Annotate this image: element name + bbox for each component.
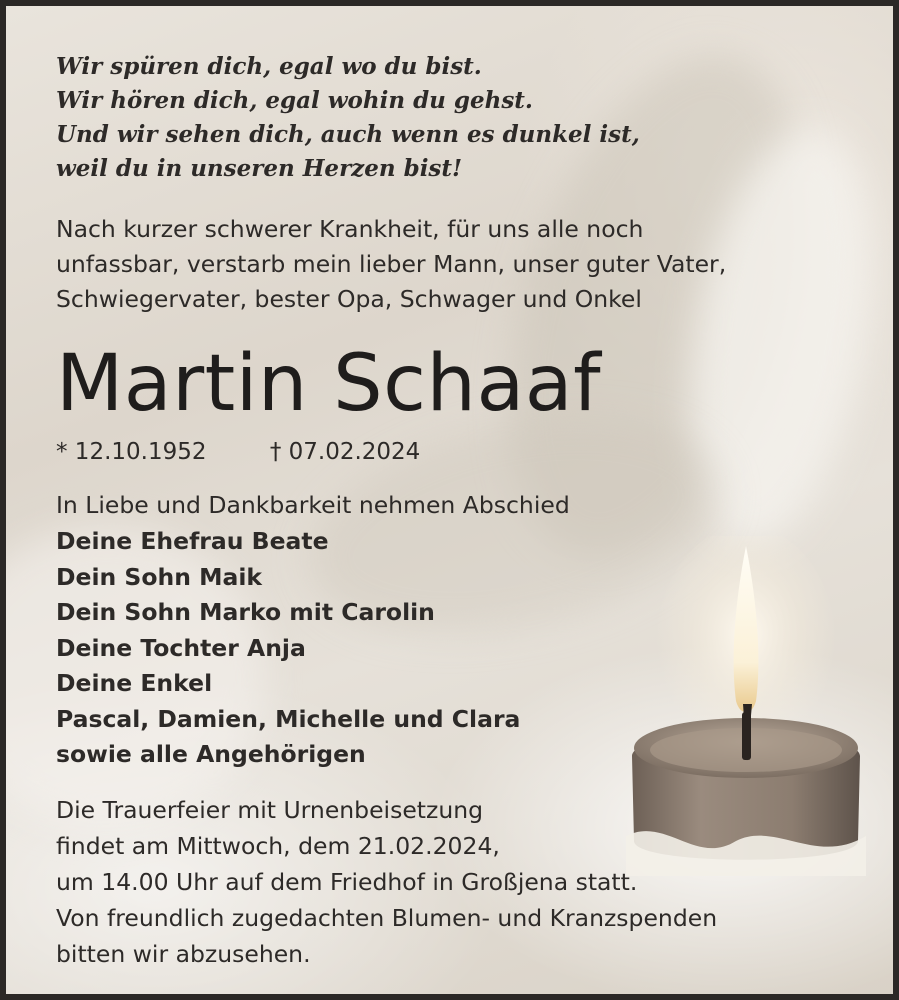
poem: Wir spüren dich, egal wo du bist. Wir hören dich, egal wohin du gehst. Und wir sehen dich, auch wenn es dunkel ist, weil du in unseren Herzen bist! [56,53,640,182]
mourner: Dein Sohn Marko mit Carolin [56,598,435,626]
mourner: Deine Enkel [56,669,213,697]
mourner: Deine Tochter Anja [56,633,306,662]
mourner: Dein Sohn Maik [56,562,263,591]
mourners-list [56,524,520,773]
mourner: sowie alle Angehörigen [56,740,366,768]
farewell-line: In Liebe und Dankbarkeit nehmen Abschied [56,491,570,519]
mourner: Deine Ehefrau Beate [56,527,329,555]
intro-text: Nach kurzer schwerer Krankheit, für uns alle noch unfassbar, verstarb mein lieber Mann, unser guter Vater, Schwiegervater, bester Opa, Schwager und Onkel [56,215,727,313]
birth-date: * 12.10.1952 [56,439,207,465]
funeral-details: Die Trauerfeier mit Urnenbeisetzung findet am Mittwoch, dem 21.02.2024, um 14.00 Uhr auf dem Friedhof in Großjena statt. Von freundlich zugedachten Blumen- und Kranzspenden bitten wir abzusehen. [56,796,718,968]
mourner: Pascal, Damien, Michelle und Clara [56,704,521,733]
deceased-name: Martin Schaaf [56,339,602,429]
death-date: † 07.02.2024 [269,439,421,465]
life-dates [56,434,420,470]
